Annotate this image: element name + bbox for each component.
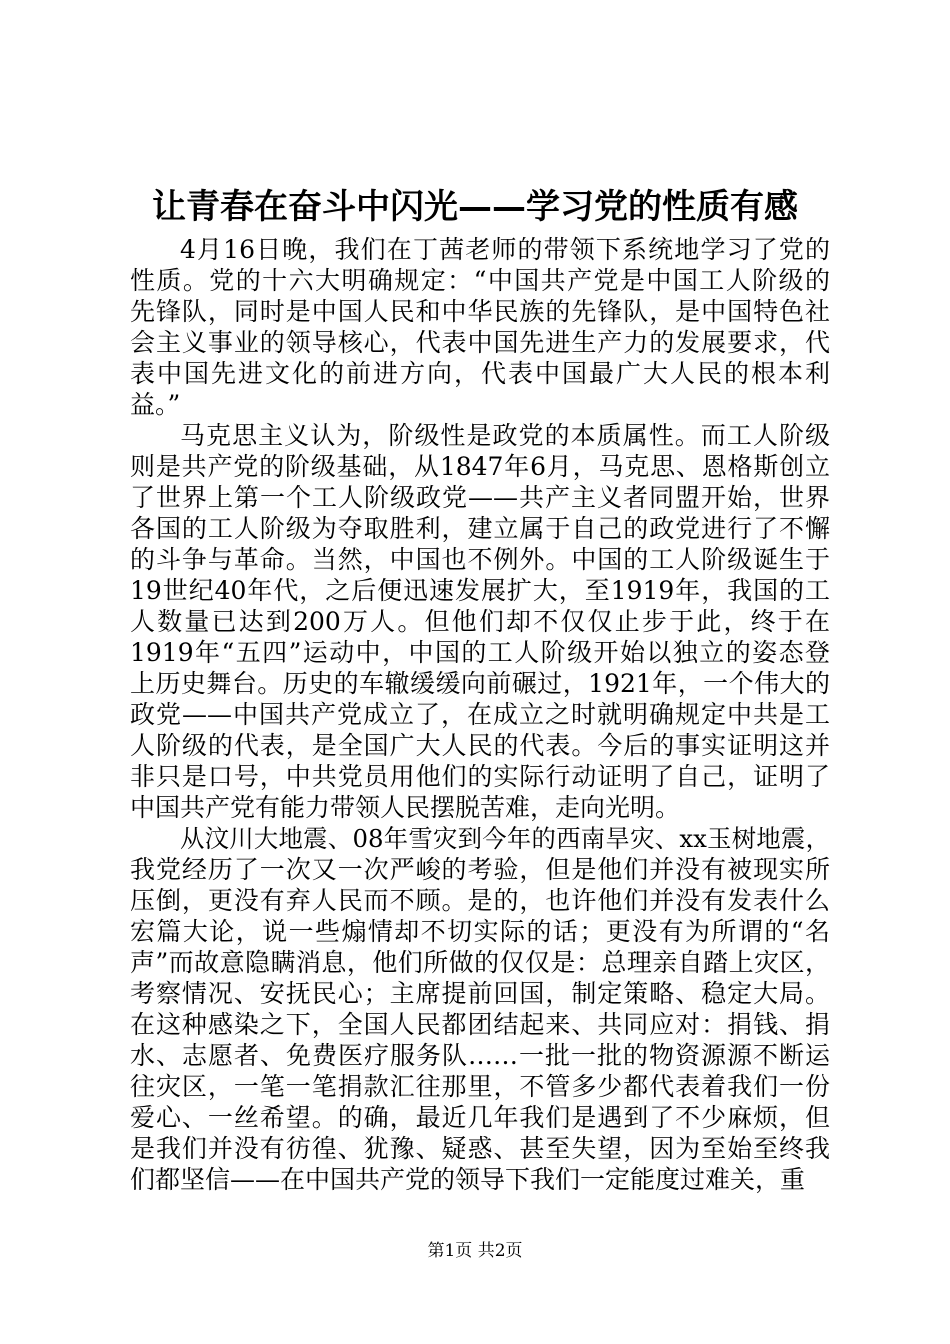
paragraph-line: 爱心、一丝希望。的确，最近几年我们是遇到了不少麻烦，但 xyxy=(130,1103,830,1132)
paragraph xyxy=(130,823,830,1195)
paragraph-line: 表中国先进文化的前进方向，代表中国最广大人民的根本利 xyxy=(130,359,830,388)
paragraph-line: 4月16日晚，我们在丁茜老师的带领下系统地学习了党的 xyxy=(180,235,830,264)
paragraph-line: 19世纪40年代，之后便迅速发展扩大，至1919年，我国的工 xyxy=(130,576,830,605)
paragraph-line: 考察情况、安抚民心；主席提前回国，制定策略、稳定大局。 xyxy=(130,979,830,1008)
paragraph-line: 上历史舞台。历史的车辙缓缓向前碾过，1921年，一个伟大的 xyxy=(130,669,830,698)
paragraph-line: 们都坚信——在中国共产党的领导下我们一定能度过难关，重 xyxy=(130,1165,806,1194)
document-title: 让青春在奋斗中闪光——学习党的性质有感 xyxy=(152,187,798,227)
paragraph-line: 会主义事业的领导核心，代表中国先进生产力的发展要求，代 xyxy=(130,328,830,357)
paragraph-line: 非只是口号，中共党员用他们的实际行动证明了自己，证明了 xyxy=(130,762,830,791)
document-body xyxy=(130,234,830,1195)
paragraph-line: 水、志愿者、免费医疗服务队……一批一批的物资源源不断运 xyxy=(130,1041,830,1070)
paragraph-line: 性质。党的十六大明确规定：“中国共产党是中国工人阶级的 xyxy=(130,266,830,295)
paragraph-line: 人数量已达到200万人。但他们却不仅仅止步于此，终于在 xyxy=(130,607,830,636)
paragraph-line: 政党——中国共产党成立了，在成立之时就明确规定中共是工 xyxy=(130,700,830,729)
paragraph-line: 各国的工人阶级为夺取胜利，建立属于自己的政党进行了不懈 xyxy=(130,514,830,543)
paragraph-line: 压倒，更没有弃人民而不顾。是的，也许他们并没有发表什么 xyxy=(130,886,830,915)
paragraph-line: 往灾区，一笔一笔捐款汇往那里，不管多少都代表着我们一份 xyxy=(130,1072,830,1101)
paragraph-line: 从汶川大地震、08年雪灾到今年的西南旱灾、xx玉树地震， xyxy=(180,824,830,853)
paragraph-line: 先锋队，同时是中国人民和中华民族的先锋队，是中国特色社 xyxy=(130,297,830,326)
paragraph-line: 人阶级的代表，是全国广大人民的代表。今后的事实证明这并 xyxy=(130,731,830,760)
paragraph-line: 宏篇大论，说一些煽情却不切实际的话；更没有为所谓的“名 xyxy=(130,917,830,946)
paragraph-line: 1919年“五四”运动中，中国的工人阶级开始以独立的姿态登 xyxy=(130,638,830,667)
paragraph-line: 益。” xyxy=(130,390,181,419)
paragraph-line: 的斗争与革命。当然，中国也不例外。中国的工人阶级诞生于 xyxy=(130,545,830,574)
page-indicator: 第1页 共2页 xyxy=(427,1241,523,1261)
paragraph-line: 是我们并没有彷徨、犹豫、疑惑、甚至失望，因为至始至终我 xyxy=(130,1134,830,1163)
paragraph-line: 声”而故意隐瞒消息，他们所做的仅仅是：总理亲自踏上灾区， xyxy=(130,948,830,977)
paragraph-line: 在这种感染之下，全国人民都团结起来、共同应对：捐钱、捐 xyxy=(130,1010,830,1039)
paragraph-line: 则是共产党的阶级基础，从1847年6月，马克思、恩格斯创立 xyxy=(130,452,830,481)
paragraph xyxy=(130,234,830,420)
paragraph-line: 中国共产党有能力带领人民摆脱苦难，走向光明。 xyxy=(130,793,681,822)
paragraph-line: 马克思主义认为，阶级性是政党的本质属性。而工人阶级 xyxy=(180,421,830,450)
paragraph-line: 了世界上第一个工人阶级政党——共产主义者同盟开始，世界 xyxy=(130,483,830,512)
paragraph xyxy=(130,420,830,823)
paragraph-line: 我党经历了一次又一次严峻的考验，但是他们并没有被现实所 xyxy=(130,855,830,884)
